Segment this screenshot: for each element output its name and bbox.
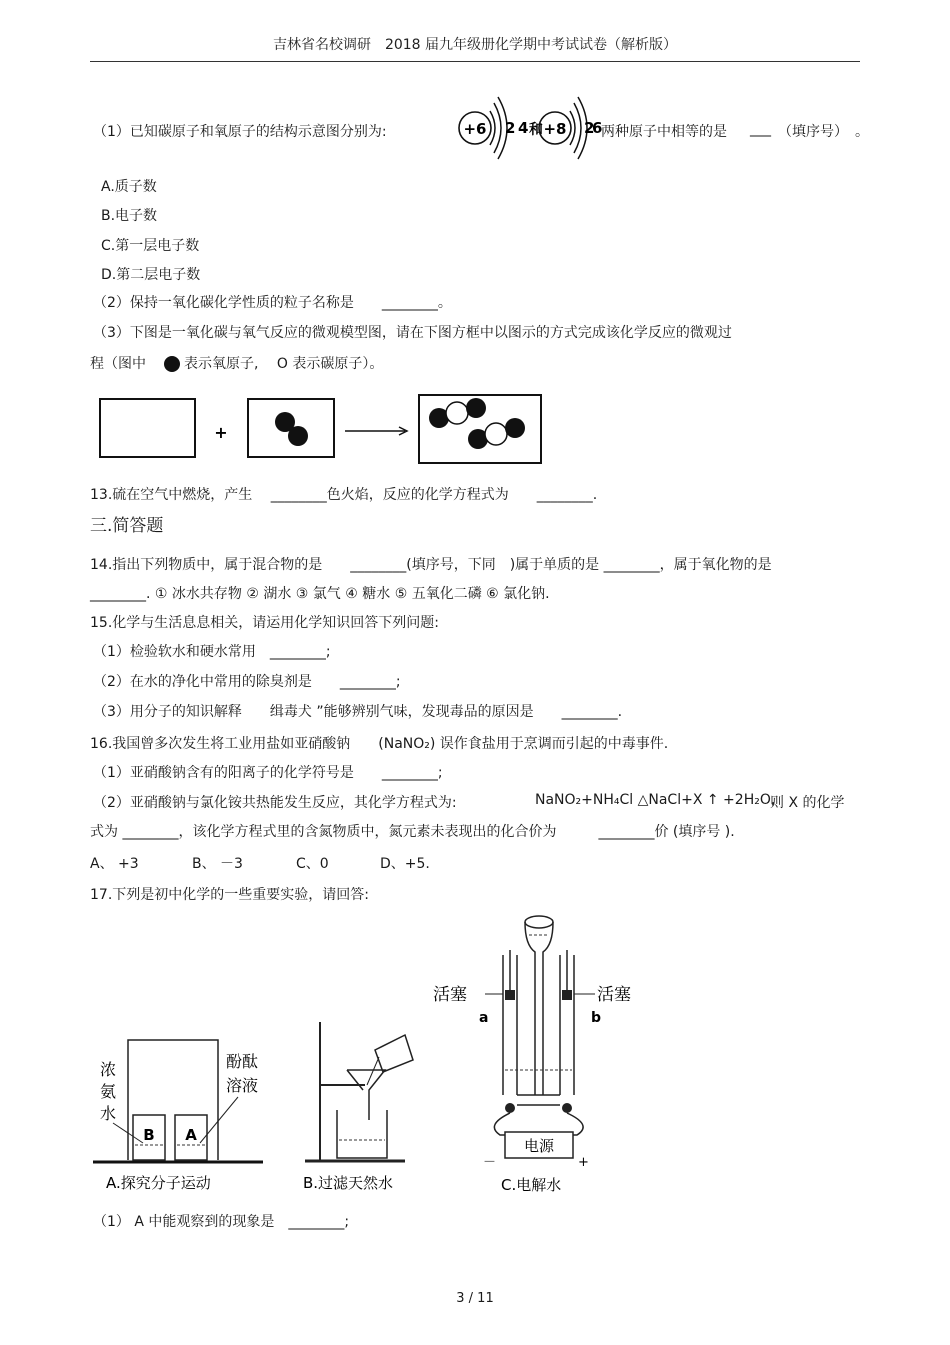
phenolphthalein-label-1: 酚酞 xyxy=(226,1052,259,1071)
and-label: 和 xyxy=(529,122,543,138)
carbon-shell1: 2 xyxy=(505,119,516,137)
q16-option-c: C、0 xyxy=(296,856,329,872)
q16-option-d: D、+5. xyxy=(380,856,430,872)
q16-part1: （1）亚硝酸钠含有的阳离子的化学符号是 ________; xyxy=(93,765,443,781)
valve-right-label: 活塞 xyxy=(597,985,631,1005)
figure-b-filtration xyxy=(295,1010,430,1195)
q17-stem: 17.下列是初中化学的一些重要实验，请回答: xyxy=(90,887,369,903)
q16-stem: 16.我国曾多次发生将工业用盐如亚硝酸钠 (NaNO₂) 误作食盐用于烹调而引起的中毒事件. xyxy=(90,736,669,752)
beaker-a-label: A xyxy=(185,1126,197,1144)
figure-c-electrolysis xyxy=(425,910,655,1195)
q16-part2-line2: 式为 ________，该化学方程式里的含氮物质中，氮元素未表现出的化合价为 ________价 (填序号 ). xyxy=(90,824,735,840)
carbon-shell2: 4 xyxy=(518,119,529,137)
header-divider xyxy=(90,61,860,62)
q16-part2b: 则 X 的化学 xyxy=(770,795,845,811)
q16-part2a: （2）亚硝酸钠与氯化铵共热能发生反应，其化学方程式为: xyxy=(93,795,457,811)
oxygen-nucleus-label: +8 xyxy=(543,120,567,138)
tube-b-label: b xyxy=(591,1010,602,1026)
figure-b-caption: B.过滤天然水 xyxy=(303,1174,394,1192)
figure-c-caption: C.电解水 xyxy=(501,1176,562,1194)
q12-part1-tail: （填序号） 。 xyxy=(778,124,869,140)
phenolphthalein-label-2: 溶液 xyxy=(226,1076,259,1095)
page-number: 3 / 11 xyxy=(456,1291,494,1306)
oxygen-atom-icon xyxy=(163,355,181,373)
carbon-nucleus-label: +6 xyxy=(463,120,487,138)
reaction-model-diagram xyxy=(95,390,545,470)
q15-stem: 15.化学与生活息息相关，请运用化学知识回答下列问题: xyxy=(90,615,439,631)
q12-option-d: D.第二层电子数 xyxy=(101,267,201,283)
q12-option-a: A.质子数 xyxy=(101,179,157,195)
q12-part3-line2a: 程（图中 xyxy=(90,356,146,372)
plus-sign: + xyxy=(214,423,228,442)
beaker-b-label: B xyxy=(143,1126,155,1144)
q12-part1-suffix: 两种原子中相等的是 xyxy=(601,124,727,140)
ammonia-label-2: 氨 xyxy=(100,1082,117,1101)
minus-terminal: － xyxy=(483,1155,497,1170)
q12-option-c: C.第一层电子数 xyxy=(101,238,200,254)
q12-part2: （2）保持一氧化碳化学性质的粒子名称是 ________。 xyxy=(93,295,452,311)
q12-part3-line1: （3）下图是一氧化碳与氧气反应的微观模型图，请在下图方框中以图示的方式完成该化学反应的微观过 xyxy=(93,325,732,341)
q12-part3-line2b: 表示氧原子, O 表示碳原子）。 xyxy=(184,356,384,372)
q14-line2: ________. ① 冰水共存物 ② 湖水 ③ 氯气 ④ 糖水 ⑤ 五氧化二磷 ⑥ 氯化钠. xyxy=(90,586,550,602)
atom-structure-diagram xyxy=(450,95,603,161)
q16-option-a: A、 +3 xyxy=(90,856,139,872)
oxygen-shell1: 2 xyxy=(584,119,595,137)
q15-part3: （3）用分子的知识解释 缉毒犬 ”能够辨别气味，发现毒品的原因是 ________. xyxy=(93,704,623,720)
plus-terminal: + xyxy=(578,1155,589,1170)
empty-answer-box xyxy=(100,399,195,457)
q17-part1: （1） A 中能观察到的现象是 ________; xyxy=(93,1214,350,1230)
figure-a-caption: A.探究分子运动 xyxy=(106,1174,211,1192)
q12-part1-prefix: （1）已知碳原子和氧原子的结构示意图分别为: xyxy=(93,124,387,140)
tube-a-label: a xyxy=(479,1010,489,1026)
q16-equation: NaNO₂+NH₄Cl △NaCl+X ↑ +2H₂O, xyxy=(535,792,776,808)
section-title: 三.简答题 xyxy=(90,516,164,536)
q12-part1-blank: ___ xyxy=(750,121,771,137)
page-header: 吉林省名校调研 2018 届九年级册化学期中考试试卷（解析版） xyxy=(272,37,678,53)
q15-part2: （2）在水的净化中常用的除臭剂是 ________; xyxy=(93,674,401,690)
q13-text: 13.硫在空气中燃烧，产生 ________色火焰，反应的化学方程式为 ________. xyxy=(90,487,598,503)
q15-part1: （1）检验软水和硬水常用 ________; xyxy=(93,644,331,660)
q16-option-b: B、 －3 xyxy=(192,856,243,872)
figure-a-molecule-motion xyxy=(88,1025,283,1195)
q12-option-b: B.电子数 xyxy=(101,208,158,224)
ammonia-label-3: 水 xyxy=(100,1104,117,1123)
power-supply-label: 电源 xyxy=(523,1137,555,1155)
ammonia-label-1: 浓 xyxy=(100,1060,117,1079)
valve-left-label: 活塞 xyxy=(433,985,467,1005)
oxygen-shell2: 6 xyxy=(592,119,603,137)
q14-line1: 14.指出下列物质中，属于混合物的是 ________(填序号，下同 )属于单质的是 ________，属于氧化物的是 xyxy=(90,557,772,573)
